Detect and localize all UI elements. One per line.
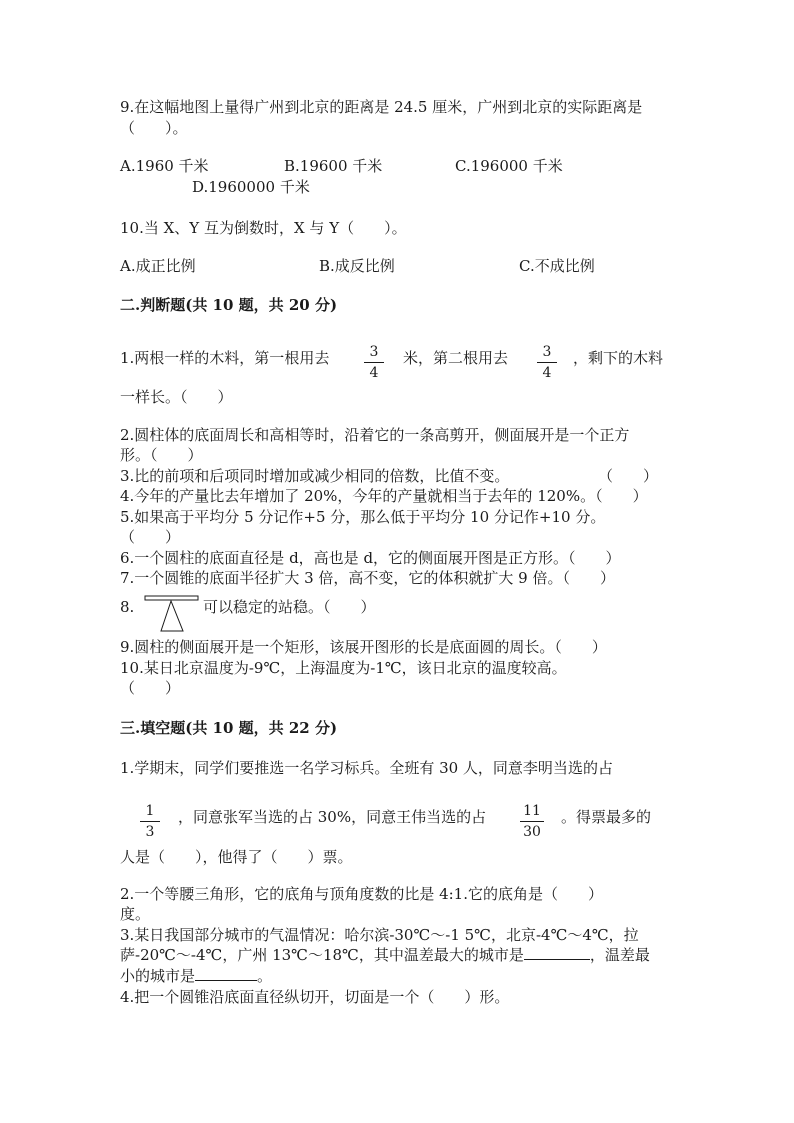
- s2-q2-line1: 2.圆柱体的底面周长和高相等时，沿着它的一条高剪开，侧面展开是一个正方: [120, 426, 630, 444]
- q10-option-c: C.不成比例: [519, 257, 595, 275]
- fraction-bar: [364, 362, 384, 363]
- s3-q1-line1: 1.学期末，同学们要推选一名学习标兵。全班有 30 人，同意李明当选的占: [120, 759, 613, 777]
- fraction-denominator: 3: [145, 824, 155, 840]
- q9-stem-line2: （ ）。: [120, 119, 188, 137]
- balance-cone: [161, 601, 183, 631]
- q10-option-b: B.成反比例: [319, 257, 395, 275]
- q9-option-a: A.1960 千米: [120, 157, 209, 175]
- s2-q1-part-c: ，剩下的木料: [573, 349, 664, 367]
- balance-figure: [144, 592, 200, 634]
- q10-stem: 10.当 X、Y 互为倒数时，X 与 Y（ ）。: [120, 219, 407, 237]
- fraction-denominator: 4: [369, 365, 379, 381]
- s3-q1-fraction-2: [518, 803, 546, 840]
- s3-q3-line2-b: ，温差最: [589, 946, 650, 964]
- s3-q3-line3-b: 。: [257, 967, 273, 985]
- s2-q6: 6.一个圆柱的底面直径是 d，高也是 d，它的侧面展开图是正方形。（ ）: [120, 549, 621, 567]
- s2-q2-line2: 形。（ ）: [120, 446, 203, 464]
- q9-option-c: C.196000 千米: [455, 157, 563, 175]
- q9-stem-line1: 9.在这幅地图上量得广州到北京的距离是 24.5 厘米，广州到北京的实际距离是: [120, 98, 643, 116]
- s3-q1-line3: 人是（ ），他得了（ ）票。: [120, 848, 353, 866]
- s3-q3-line3: [120, 966, 272, 986]
- section3-heading: 三.填空题(共 10 题，共 22 分): [120, 719, 338, 737]
- s3-q4: 4.把一个圆锥沿底面直径纵切开，切面是一个（ ）形。: [120, 988, 510, 1006]
- s2-q3: 3.比的前项和后项同时增加或减少相同的倍数，比值不变。: [120, 467, 510, 485]
- q9-option-b: B.19600 千米: [284, 157, 383, 175]
- fraction-bar: [537, 362, 557, 363]
- s2-q5-line1: 5.如果高于平均分 5 分记作+5 分，那么低于平均分 10 分记作+10 分。: [120, 508, 606, 526]
- s3-q1-fraction-1: [138, 803, 162, 840]
- balance-plank: [145, 596, 198, 600]
- s3-q1-part-c: 。得票最多的: [561, 808, 652, 826]
- s2-q1-line2: 一样长。（ ）: [120, 388, 233, 406]
- s2-q5-line2: （ ）: [120, 528, 181, 546]
- s2-q3-paren: （ ）: [598, 467, 659, 485]
- s3-q3-line3-a: 小的城市是: [120, 967, 196, 985]
- s2-q1-part-a: 1.两根一样的木料，第一根用去: [120, 349, 330, 367]
- section2-heading: 二.判断题(共 10 题，共 20 分): [120, 296, 338, 314]
- q10-option-a: A.成正比例: [120, 257, 196, 275]
- s3-q2-line1: 2.一个等腰三角形，它的底角与顶角度数的比是 4:1.它的底角是（ ）: [120, 885, 603, 903]
- q9-option-d: D.1960000 千米: [192, 178, 310, 196]
- s3-q3-line2-a: 萨-20℃～-4℃，广州 13℃～18℃，其中温差最大的城市是: [120, 946, 524, 964]
- s2-q4: 4.今年的产量比去年增加了 20%，今年的产量就相当于去年的 120%。（ ）: [120, 487, 648, 505]
- s2-q8-number: 8.: [120, 598, 135, 616]
- answer-blank: [195, 966, 257, 981]
- s3-q3-line1: 3.某日我国部分城市的气温情况：哈尔滨-30℃～-1 5℃，北京-4℃～4℃，拉: [120, 926, 639, 944]
- fraction-denominator: 30: [523, 824, 541, 840]
- s2-q1-fraction-1: [362, 344, 386, 381]
- s3-q3-line2: [120, 945, 650, 965]
- fraction-numerator: 3: [542, 344, 552, 360]
- fraction-numerator: 3: [369, 344, 379, 360]
- fraction-denominator: 4: [542, 365, 552, 381]
- s3-q1-part-b: ，同意张军当选的占 30%，同意王伟当选的占: [178, 808, 487, 826]
- s3-q2-line2: 度。: [120, 905, 151, 923]
- fraction-bar: [520, 821, 544, 822]
- fraction-numerator: 1: [145, 803, 155, 819]
- fraction-numerator: 11: [523, 803, 541, 819]
- s2-q1-fraction-2: [535, 344, 559, 381]
- fraction-bar: [140, 821, 160, 822]
- s2-q1-part-b: 米，第二根用去: [403, 349, 509, 367]
- s2-q10-line2: （ ）: [120, 679, 181, 697]
- s2-q9: 9.圆柱的侧面展开是一个矩形，该展开图形的长是底面圆的周长。（ ）: [120, 638, 607, 656]
- s2-q10-line1: 10.某日北京温度为-9℃，上海温度为-1℃，该日北京的温度较高。: [120, 659, 567, 677]
- s2-q8-text: 可以稳定的站稳。（ ）: [203, 598, 376, 616]
- s2-q7: 7.一个圆锥的底面半径扩大 3 倍，高不变，它的体积就扩大 9 倍。（ ）: [120, 569, 615, 587]
- answer-blank: [524, 945, 590, 960]
